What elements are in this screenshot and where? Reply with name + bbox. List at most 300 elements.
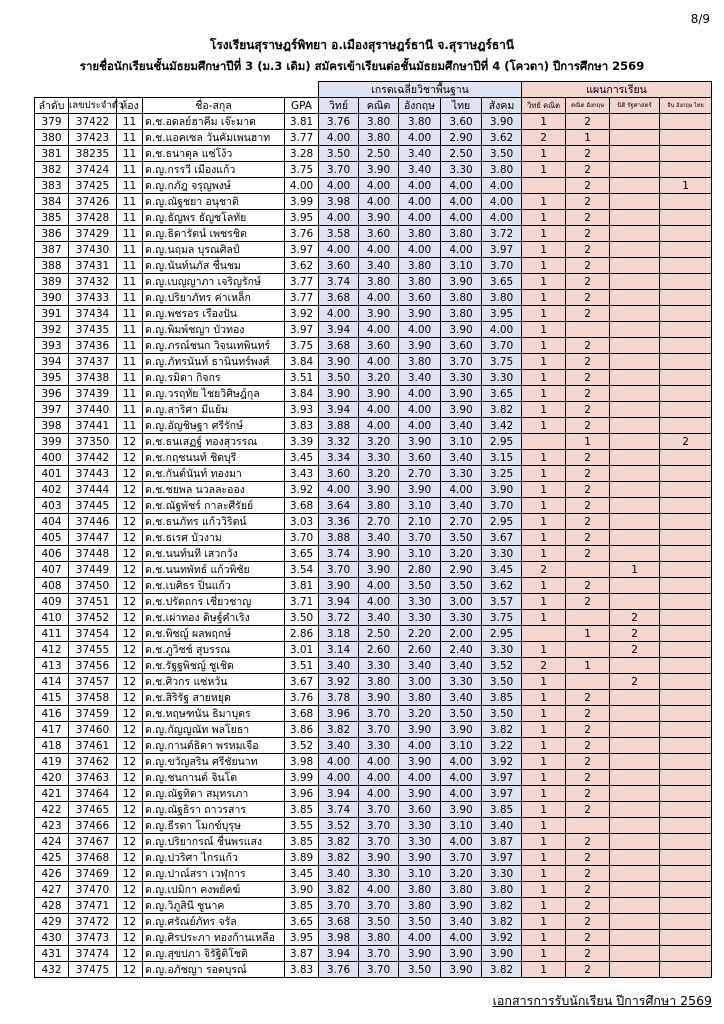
row-plan-chinese-eng-thai: [660, 642, 712, 658]
row-math: 4.00: [359, 578, 399, 594]
row-order: 405: [35, 530, 69, 546]
row-order: 429: [35, 914, 69, 930]
row-science: 3.68: [319, 914, 359, 930]
row-student-id: 37435: [69, 322, 117, 338]
row-student-id: 37436: [69, 338, 117, 354]
row-plan-sci-math: 1: [522, 818, 566, 834]
row-plan-law-polsci: [610, 402, 660, 418]
row-science: 3.94: [319, 946, 359, 962]
row-student-id: 37448: [69, 546, 117, 562]
row-plan-chinese-eng-thai: [660, 514, 712, 530]
row-science: 3.34: [319, 450, 359, 466]
row-room: 11: [117, 194, 143, 210]
row-thai: 3.60: [441, 338, 482, 354]
row-room: 11: [117, 338, 143, 354]
row-plan-law-polsci: [610, 194, 660, 210]
row-plan-chinese-eng-thai: [660, 818, 712, 834]
table-row: [35, 450, 712, 466]
row-order: 400: [35, 450, 69, 466]
row-plan-math-eng: 2: [566, 866, 610, 882]
row-english: 4.00: [399, 178, 441, 194]
row-room: 12: [117, 658, 143, 674]
row-name: ด.ช.ธนเสฏฐ์ ทองสุวรรณ: [143, 434, 285, 450]
row-plan-math-eng: [566, 674, 610, 690]
row-plan-law-polsci: [610, 450, 660, 466]
table-row: [35, 882, 712, 898]
row-thai: 3.00: [441, 594, 482, 610]
row-plan-math-eng: 2: [566, 338, 610, 354]
row-social: 3.70: [482, 338, 522, 354]
row-thai: 4.00: [441, 210, 482, 226]
row-student-id: 37426: [69, 194, 117, 210]
row-plan-sci-math: 1: [522, 898, 566, 914]
row-plan-chinese-eng-thai: [660, 690, 712, 706]
row-plan-math-eng: [566, 818, 610, 834]
row-math: 3.20: [359, 434, 399, 450]
row-plan-law-polsci: [610, 834, 660, 850]
row-plan-math-eng: 2: [566, 466, 610, 482]
row-math: 2.50: [359, 626, 399, 642]
row-plan-law-polsci: [610, 706, 660, 722]
row-science: 3.98: [319, 930, 359, 946]
row-room: 11: [117, 226, 143, 242]
table-row: [35, 306, 712, 322]
row-math: 3.90: [359, 690, 399, 706]
row-student-id: 37457: [69, 674, 117, 690]
row-room: 11: [117, 274, 143, 290]
row-math: 3.70: [359, 818, 399, 834]
row-order: 399: [35, 434, 69, 450]
row-social: 3.67: [482, 530, 522, 546]
row-plan-math-eng: [566, 562, 610, 578]
row-name: ด.ญ.ปริยากรณ์ ชื่นพรแสง: [143, 834, 285, 850]
row-order: 425: [35, 850, 69, 866]
row-science: 3.82: [319, 722, 359, 738]
row-student-id: 37441: [69, 418, 117, 434]
table-row: [35, 754, 712, 770]
row-plan-sci-math: 1: [522, 386, 566, 402]
table-row: [35, 418, 712, 434]
row-room: 12: [117, 690, 143, 706]
row-thai: 3.40: [441, 418, 482, 434]
row-student-id: 37437: [69, 354, 117, 370]
row-plan-sci-math: 1: [522, 578, 566, 594]
row-math: 4.00: [359, 594, 399, 610]
row-student-id: 37445: [69, 498, 117, 514]
row-plan-law-polsci: [610, 514, 660, 530]
table-row: [35, 114, 712, 130]
row-name: ด.ญ.ภัทรนันท์ ธานินทร์พงศ์: [143, 354, 285, 370]
row-science: 3.68: [319, 338, 359, 354]
row-gpa: 3.92: [285, 482, 319, 498]
row-plan-chinese-eng-thai: 2: [660, 434, 712, 450]
row-plan-chinese-eng-thai: [660, 370, 712, 386]
row-room: 11: [117, 402, 143, 418]
row-student-id: 37464: [69, 786, 117, 802]
row-student-id: 37425: [69, 178, 117, 194]
row-name: ด.ช.เผ่าทอง ดิษฐ์คำเริง: [143, 610, 285, 626]
row-name: ด.ญ.ธัญพร ธัญชโลทัย: [143, 210, 285, 226]
row-plan-law-polsci: [610, 658, 660, 674]
row-math: 3.80: [359, 674, 399, 690]
row-social: 3.70: [482, 258, 522, 274]
row-order: 389: [35, 274, 69, 290]
row-english: 3.10: [399, 498, 441, 514]
row-plan-chinese-eng-thai: [660, 738, 712, 754]
row-thai: 3.40: [441, 498, 482, 514]
col-header-gpa: GPA: [285, 98, 319, 114]
row-social: 4.00: [482, 210, 522, 226]
table-row: [35, 498, 712, 514]
row-plan-chinese-eng-thai: [660, 658, 712, 674]
row-plan-math-eng: 2: [566, 482, 610, 498]
row-plan-math-eng: 2: [566, 370, 610, 386]
row-plan-sci-math: 1: [522, 850, 566, 866]
row-name: ด.ญ.สาริศา มีแย้ม: [143, 402, 285, 418]
row-name: ด.ญ.ปาณ์สรา เวฬุการ: [143, 866, 285, 882]
row-social: 3.87: [482, 834, 522, 850]
row-science: 3.78: [319, 690, 359, 706]
row-order: 381: [35, 146, 69, 162]
row-science: 3.60: [319, 466, 359, 482]
row-gpa: 3.96: [285, 786, 319, 802]
row-student-id: 37462: [69, 754, 117, 770]
row-room: 12: [117, 642, 143, 658]
row-plan-sci-math: 1: [522, 194, 566, 210]
row-social: 2.95: [482, 514, 522, 530]
row-social: 3.97: [482, 786, 522, 802]
row-name: ด.ช.แอคเซล วันคัมเพนฮาท: [143, 130, 285, 146]
row-plan-law-polsci: [610, 114, 660, 130]
row-english: 3.90: [399, 850, 441, 866]
row-room: 12: [117, 626, 143, 642]
row-name: ด.ช.ชยพล นวลละออง: [143, 482, 285, 498]
row-name: ด.ช.ณัฐพัชร์ กาละศีรัยย์: [143, 498, 285, 514]
row-plan-math-eng: 2: [566, 786, 610, 802]
row-plan-math-eng: 2: [566, 114, 610, 130]
row-plan-sci-math: 1: [522, 770, 566, 786]
row-plan-law-polsci: [610, 130, 660, 146]
row-thai: 3.50: [441, 530, 482, 546]
row-math: 3.70: [359, 706, 399, 722]
row-science: 3.90: [319, 578, 359, 594]
row-plan-math-eng: 2: [566, 594, 610, 610]
row-room: 11: [117, 130, 143, 146]
row-plan-sci-math: 1: [522, 802, 566, 818]
row-plan-law-polsci: [610, 258, 660, 274]
col-header-room: ห้อง: [117, 98, 143, 114]
row-room: 12: [117, 450, 143, 466]
row-english: 4.00: [399, 210, 441, 226]
row-thai: 3.90: [441, 402, 482, 418]
row-gpa: 3.90: [285, 882, 319, 898]
row-plan-sci-math: 1: [522, 882, 566, 898]
row-english: 4.00: [399, 402, 441, 418]
row-thai: 3.70: [441, 850, 482, 866]
row-plan-math-eng: 2: [566, 850, 610, 866]
row-math: 3.40: [359, 610, 399, 626]
row-math: 4.00: [359, 354, 399, 370]
row-gpa: 3.84: [285, 354, 319, 370]
row-plan-math-eng: 2: [566, 162, 610, 178]
table-row: [35, 610, 712, 626]
table-row: [35, 706, 712, 722]
row-math: 3.90: [359, 562, 399, 578]
row-room: 12: [117, 802, 143, 818]
row-science: 3.76: [319, 114, 359, 130]
row-plan-math-eng: 2: [566, 962, 610, 978]
row-room: 12: [117, 578, 143, 594]
row-name: ด.ช.ปรัตถกร เชี่ยวชาญ: [143, 594, 285, 610]
row-name: ด.ญ.วิภูสินี ชูนาค: [143, 898, 285, 914]
row-student-id: 37423: [69, 130, 117, 146]
row-plan-chinese-eng-thai: [660, 498, 712, 514]
row-gpa: 3.62: [285, 258, 319, 274]
row-order: 393: [35, 338, 69, 354]
row-thai: 3.30: [441, 162, 482, 178]
row-math: 4.00: [359, 402, 399, 418]
row-gpa: 3.55: [285, 818, 319, 834]
row-plan-law-polsci: 1: [610, 562, 660, 578]
row-student-id: 37428: [69, 210, 117, 226]
row-room: 11: [117, 306, 143, 322]
row-english: 2.70: [399, 466, 441, 482]
row-plan-law-polsci: 2: [610, 626, 660, 642]
row-gpa: 3.76: [285, 226, 319, 242]
row-gpa: 3.87: [285, 946, 319, 962]
row-student-id: 37433: [69, 290, 117, 306]
row-plan-math-eng: 2: [566, 386, 610, 402]
row-english: 3.90: [399, 786, 441, 802]
row-english: 3.50: [399, 578, 441, 594]
row-gpa: 3.75: [285, 162, 319, 178]
row-math: 3.40: [359, 258, 399, 274]
row-english: 3.50: [399, 962, 441, 978]
row-social: 2.95: [482, 626, 522, 642]
row-room: 11: [117, 386, 143, 402]
row-thai: 3.70: [441, 354, 482, 370]
row-social: 3.30: [482, 866, 522, 882]
row-gpa: 3.92: [285, 306, 319, 322]
row-science: 4.00: [319, 770, 359, 786]
row-gpa: 2.86: [285, 626, 319, 642]
row-math: 3.70: [359, 802, 399, 818]
row-gpa: 3.97: [285, 242, 319, 258]
row-plan-law-polsci: [610, 594, 660, 610]
row-science: 3.32: [319, 434, 359, 450]
row-science: 3.14: [319, 642, 359, 658]
table-row: [35, 834, 712, 850]
row-social: 3.65: [482, 274, 522, 290]
row-plan-law-polsci: [610, 210, 660, 226]
row-social: 3.80: [482, 162, 522, 178]
row-english: 3.50: [399, 914, 441, 930]
table-row: [35, 770, 712, 786]
row-science: 3.90: [319, 386, 359, 402]
row-math: 4.00: [359, 242, 399, 258]
row-science: 3.90: [319, 354, 359, 370]
row-plan-chinese-eng-thai: [660, 194, 712, 210]
row-order: 386: [35, 226, 69, 242]
row-name: ด.ญ.ศรัณย์ภัทร จรัล: [143, 914, 285, 930]
row-plan-sci-math: 2: [522, 658, 566, 674]
row-room: 11: [117, 242, 143, 258]
row-math: 3.80: [359, 114, 399, 130]
row-plan-chinese-eng-thai: [660, 386, 712, 402]
row-math: 3.90: [359, 546, 399, 562]
row-order: 387: [35, 242, 69, 258]
row-name: ด.ญ.ณัฐทิดา สมุทรเภา: [143, 786, 285, 802]
row-order: 426: [35, 866, 69, 882]
row-thai: 4.00: [441, 834, 482, 850]
row-plan-law-polsci: [610, 226, 660, 242]
row-student-id: 37422: [69, 114, 117, 130]
row-english: 3.60: [399, 802, 441, 818]
row-order: 432: [35, 962, 69, 978]
row-gpa: 3.95: [285, 930, 319, 946]
row-plan-sci-math: 1: [522, 322, 566, 338]
row-plan-chinese-eng-thai: [660, 162, 712, 178]
row-plan-law-polsci: [610, 482, 660, 498]
row-social: 3.15: [482, 450, 522, 466]
row-plan-law-polsci: [610, 914, 660, 930]
row-math: 3.90: [359, 162, 399, 178]
row-room: 11: [117, 146, 143, 162]
row-plan-chinese-eng-thai: [660, 258, 712, 274]
row-plan-sci-math: 1: [522, 706, 566, 722]
row-math: 4.00: [359, 194, 399, 210]
row-plan-sci-math: [522, 626, 566, 642]
row-plan-sci-math: 1: [522, 114, 566, 130]
row-english: 3.80: [399, 114, 441, 130]
row-plan-sci-math: 1: [522, 642, 566, 658]
row-plan-chinese-eng-thai: 1: [660, 178, 712, 194]
row-plan-chinese-eng-thai: [660, 450, 712, 466]
row-room: 11: [117, 114, 143, 130]
row-plan-sci-math: [522, 434, 566, 450]
row-name: ด.ช.รัฐฐพิชญ์ ชูเชิด: [143, 658, 285, 674]
row-thai: 3.50: [441, 706, 482, 722]
row-order: 382: [35, 162, 69, 178]
row-gpa: 3.95: [285, 210, 319, 226]
row-gpa: 3.84: [285, 386, 319, 402]
row-english: 3.90: [399, 434, 441, 450]
row-name: ด.ช.กันต์นันท์ ทองมา: [143, 466, 285, 482]
row-room: 12: [117, 834, 143, 850]
row-plan-sci-math: [522, 178, 566, 194]
row-student-id: 37454: [69, 626, 117, 642]
row-plan-law-polsci: [610, 418, 660, 434]
row-plan-chinese-eng-thai: [660, 290, 712, 306]
row-social: 3.30: [482, 370, 522, 386]
row-name: ด.ญ.ณัฐธิรา ถาวรสาร: [143, 802, 285, 818]
row-math: 2.60: [359, 642, 399, 658]
row-gpa: 3.52: [285, 738, 319, 754]
row-plan-law-polsci: [610, 770, 660, 786]
row-english: 3.30: [399, 834, 441, 850]
row-student-id: 38235: [69, 146, 117, 162]
row-math: 4.00: [359, 786, 399, 802]
row-gpa: 3.85: [285, 802, 319, 818]
row-plan-sci-math: 1: [522, 530, 566, 546]
row-math: 2.70: [359, 514, 399, 530]
row-social: 3.97: [482, 850, 522, 866]
row-name: ด.ช.ภูวิชช์ สุบรรณ: [143, 642, 285, 658]
row-name: ด.ช.ธนาดุล แซ่โง้ว: [143, 146, 285, 162]
row-order: 407: [35, 562, 69, 578]
table-row: [35, 178, 712, 194]
page-number: 8/9: [690, 12, 710, 26]
row-room: 11: [117, 290, 143, 306]
row-thai: 4.00: [441, 754, 482, 770]
row-order: 383: [35, 178, 69, 194]
row-room: 12: [117, 610, 143, 626]
row-plan-chinese-eng-thai: [660, 722, 712, 738]
row-english: 2.10: [399, 514, 441, 530]
row-gpa: 3.01: [285, 642, 319, 658]
row-science: 3.58: [319, 226, 359, 242]
row-english: 3.90: [399, 722, 441, 738]
row-plan-chinese-eng-thai: [660, 114, 712, 130]
row-plan-sci-math: 1: [522, 226, 566, 242]
row-thai: 4.00: [441, 930, 482, 946]
row-gpa: 3.43: [285, 466, 319, 482]
row-order: 396: [35, 386, 69, 402]
col-header-plan-law-polsci: นิติ รัฐศาสตร์: [610, 98, 660, 114]
row-plan-math-eng: 2: [566, 498, 610, 514]
row-plan-math-eng: 1: [566, 626, 610, 642]
row-plan-chinese-eng-thai: [660, 338, 712, 354]
row-gpa: 3.67: [285, 674, 319, 690]
col-header-plan-math-eng: คณิต อังกฤษ: [566, 98, 610, 114]
row-thai: 4.00: [441, 770, 482, 786]
row-plan-chinese-eng-thai: [660, 626, 712, 642]
row-math: 3.80: [359, 274, 399, 290]
row-plan-chinese-eng-thai: [660, 530, 712, 546]
row-social: 3.65: [482, 386, 522, 402]
row-order: 402: [35, 482, 69, 498]
row-name: ด.ช.สิริรัฐ สายหยุด: [143, 690, 285, 706]
row-plan-sci-math: 1: [522, 306, 566, 322]
row-plan-chinese-eng-thai: [660, 594, 712, 610]
row-room: 11: [117, 370, 143, 386]
row-thai: 3.90: [441, 722, 482, 738]
row-room: 11: [117, 354, 143, 370]
row-plan-law-polsci: [610, 802, 660, 818]
row-plan-math-eng: [566, 642, 610, 658]
col-header-thai: ไทย: [441, 98, 482, 114]
row-name: ด.ญ.ขวัญสริน ศรีชัยนาท: [143, 754, 285, 770]
row-plan-math-eng: 2: [566, 226, 610, 242]
row-gpa: 3.45: [285, 450, 319, 466]
row-english: 3.30: [399, 594, 441, 610]
row-gpa: 3.76: [285, 690, 319, 706]
table-row: [35, 338, 712, 354]
row-room: 12: [117, 674, 143, 690]
row-social: 3.82: [482, 402, 522, 418]
row-english: 2.20: [399, 626, 441, 642]
row-plan-math-eng: 2: [566, 754, 610, 770]
row-name: ด.ญ.ภรณ์ชนก วิจนเทพินทร์: [143, 338, 285, 354]
row-plan-math-eng: 2: [566, 690, 610, 706]
row-plan-chinese-eng-thai: [660, 786, 712, 802]
row-name: ด.ญ.อัญชิษฐา ศรีรักษ์: [143, 418, 285, 434]
row-student-id: 37472: [69, 914, 117, 930]
row-room: 11: [117, 162, 143, 178]
row-room: 12: [117, 562, 143, 578]
row-social: 3.85: [482, 690, 522, 706]
col-header-english: อังกฤษ: [399, 98, 441, 114]
